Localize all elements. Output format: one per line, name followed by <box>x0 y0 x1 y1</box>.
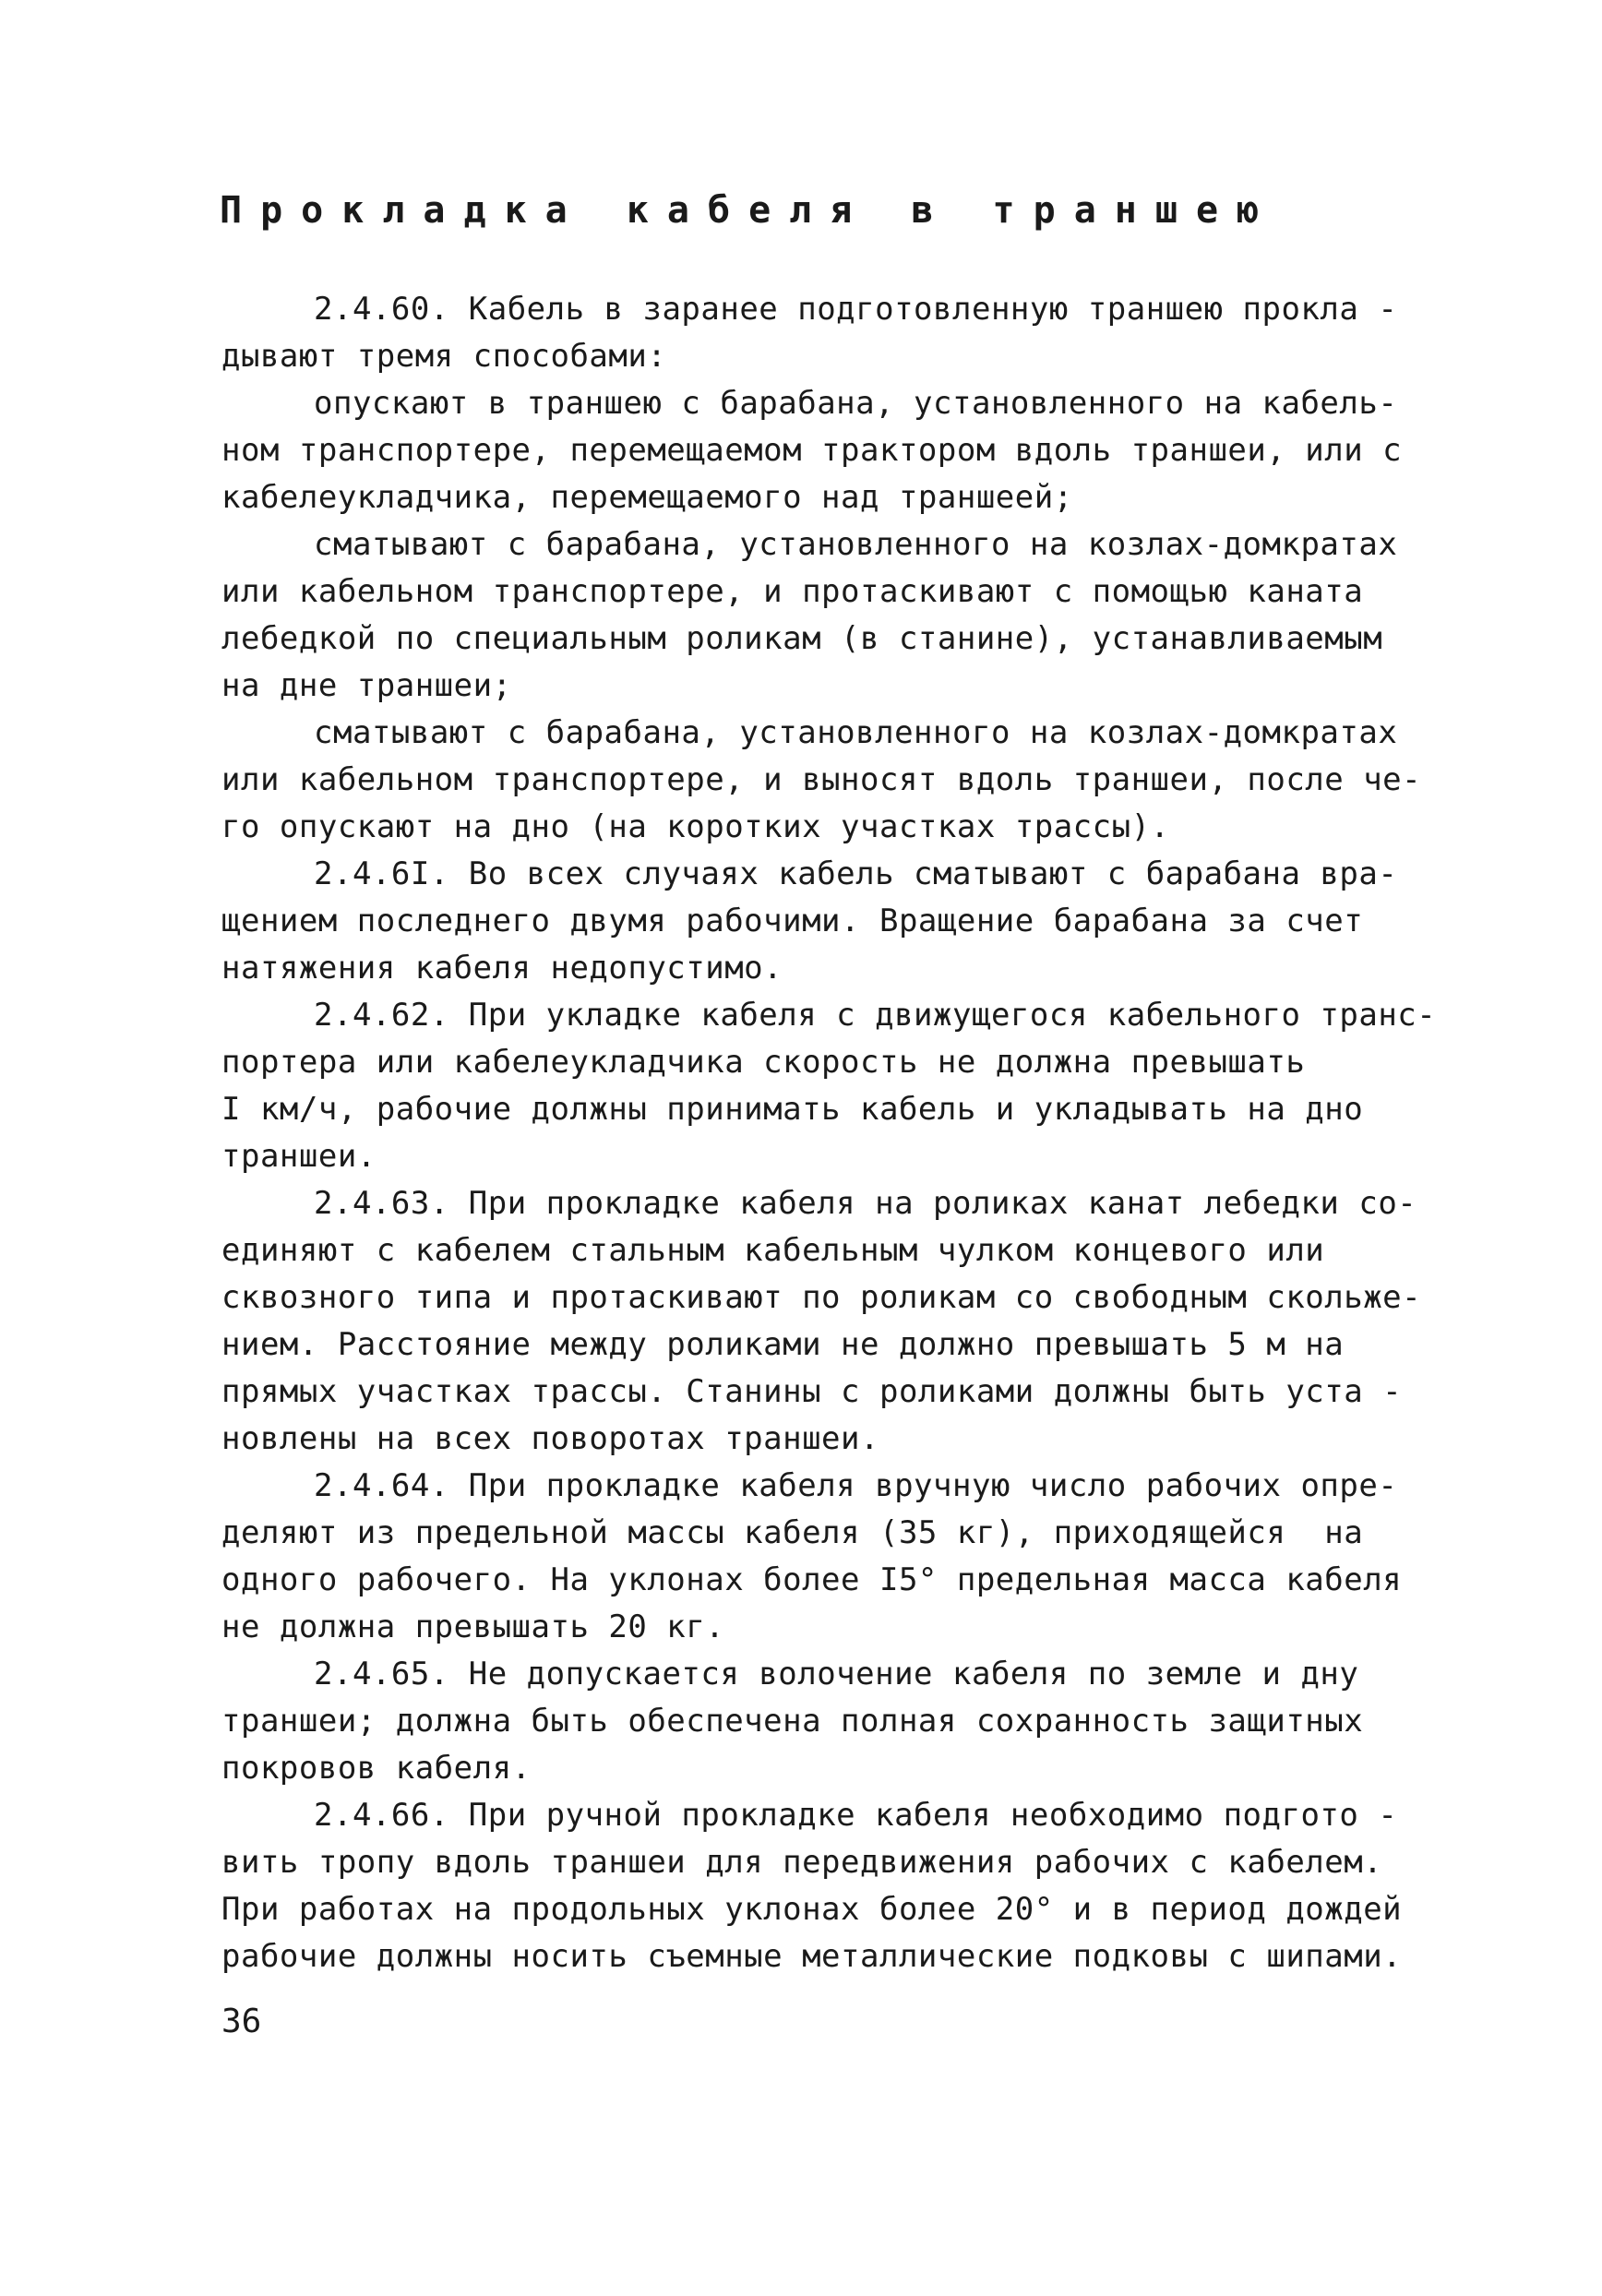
section-heading: Прокладка кабеля в траншею <box>220 189 1278 232</box>
text-line: нием. Расстояние между роликами не должно превышать 5 м на <box>221 1326 1345 1363</box>
text-line: на дне траншеи; <box>221 667 512 704</box>
text-line: новлены на всех поворотах траншеи. <box>221 1420 879 1457</box>
text-line: го опускают на дно (на коротких участках трассы). <box>221 808 1170 845</box>
text-line: или кабельном транспортере, и выносят вдоль траншеи, после че- <box>221 761 1422 798</box>
text-line: 2.4.64. При прокладке кабеля вручную число рабочих опре- <box>314 1467 1398 1504</box>
text-line: или кабельном транспортере, и протаскивают с помощью каната <box>221 573 1364 610</box>
text-line: сквозного типа и протаскивают по роликам со свободным скольже- <box>221 1279 1422 1316</box>
text-line: не должна превышать 20 кг. <box>221 1608 725 1645</box>
text-line: траншеи; должна быть обеспечена полная сохранность защитных <box>221 1703 1364 1740</box>
text-line: ном транспортере, перемещаемом трактором вдоль траншеи, или с <box>221 432 1403 469</box>
text-line: 2.4.65. Не допускается волочение кабеля по земле и дну <box>314 1656 1359 1692</box>
text-line: натяжения кабеля недопустимо. <box>221 950 783 987</box>
text-line: портера или кабелеукладчика скорость не должна превышать <box>221 1044 1306 1081</box>
text-line: кабелеукладчика, перемещаемого над траншеей; <box>221 479 1073 516</box>
body-text <box>221 286 1437 1980</box>
text-line: покровов кабеля. <box>221 1750 532 1787</box>
text-line: прямых участках трассы. Станины с роликами должны быть уста - <box>221 1373 1403 1410</box>
text-line: деляют из предельной массы кабеля (35 кг), приходящейся на <box>221 1514 1364 1551</box>
text-line: 2.4.63. При прокладке кабеля на роликах канат лебедки со- <box>314 1185 1417 1222</box>
page-number: 36 <box>221 2003 262 2040</box>
text-line: I км/ч, рабочие должны принимать кабель и укладывать на дно <box>221 1091 1364 1128</box>
text-line: лебедкой по специальным роликам (в станине), устанавливаемым <box>221 620 1383 657</box>
text-line: сматывают с барабана, установленного на козлах-домкратах <box>314 526 1398 563</box>
text-line: 2.4.6I. Во всех случаях кабель сматывают с барабана вра- <box>314 855 1398 892</box>
text-line: 2.4.60. Кабель в заранее подготовленную траншею прокла - <box>314 291 1398 328</box>
text-line: 2.4.66. При ручной прокладке кабеля необходимо подгото - <box>314 1797 1398 1834</box>
text-line: траншеи. <box>221 1138 377 1175</box>
text-line: единяют с кабелем стальным кабельным чулком концевого или <box>221 1232 1325 1269</box>
text-line: 2.4.62. При укладке кабеля с движущегося кабельного транс- <box>314 997 1437 1034</box>
text-line: рабочие должны носить съемные металлические подковы с шипами. <box>221 1938 1403 1975</box>
text-line: вить тропу вдоль траншеи для передвижения рабочих с кабелем. <box>221 1844 1383 1881</box>
text-line: дывают тремя способами: <box>221 338 667 375</box>
text-line: одного рабочего. На уклонах более I5° предельная масса кабеля <box>221 1561 1403 1598</box>
text-line: щением последнего двумя рабочими. Вращение барабана за счет <box>221 903 1364 939</box>
text-line: сматывают с барабана, установленного на козлах-домкратах <box>314 714 1398 751</box>
text-line: При работах на продольных уклонах более 20° и в период дождей <box>221 1891 1403 1928</box>
text-line: опускают в траншею с барабана, установленного на кабель- <box>314 385 1398 422</box>
